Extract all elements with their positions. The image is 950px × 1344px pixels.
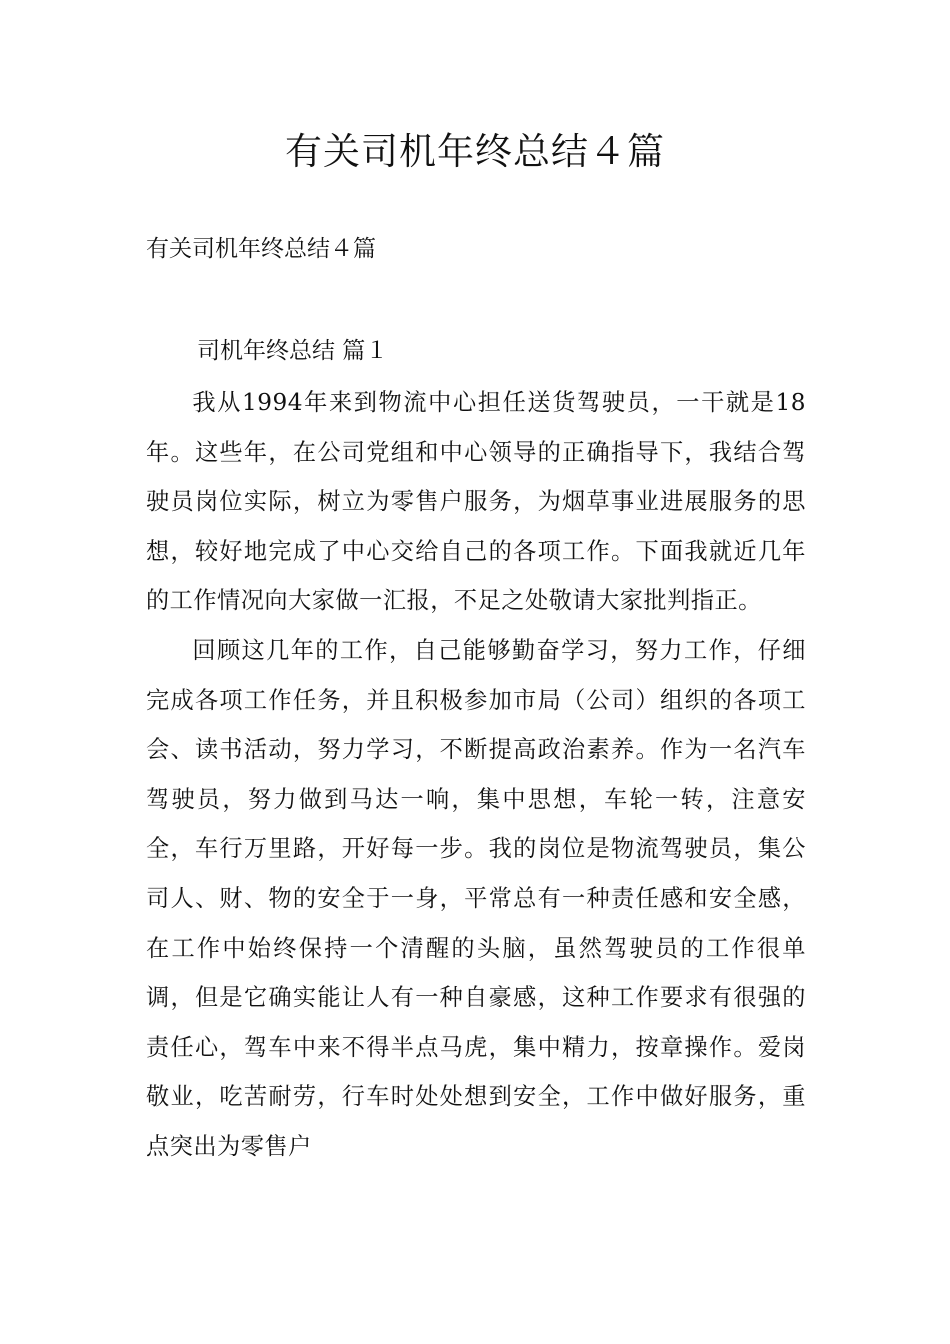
document-subtitle: 有关司机年终总结４篇 bbox=[146, 236, 376, 262]
body-paragraph-1: 我从1994年来到物流中心担任送货驾驶员，一干就是18年。这些年，在公司党组和中心领导的正确指导下，我结合驾驶员岗位实际，树立为零售户服务，为烟草事业进展服务的思想，较好地完成了中心交给自己的各项工作。下面我就近几年的工作情况向大家做一汇报，不足之处敬请大家批判指正。 bbox=[146, 389, 806, 615]
document-title: 有关司机年终总结４篇 bbox=[285, 130, 665, 173]
body-paragraph-2: 回顾这几年的工作，自己能够勤奋学习，努力工作，仔细完成各项工作任务，并且积极参加市局（公司）组织的各项工会、读书活动，努力学习，不断提高政治素养。作为一名汽车驾驶员，努力做到马达一响，集中思想，车轮一转，注意安全，车行万里路，开好每一步。我的岗位是物流驾驶员，集公司人、财、物的安全于一身，平常总有一种责任感和安全感，在工作中始终保持一个清醒的头脑，虽然驾驶员的工作很单调，但是它确实能让人有一种自豪感，这种工作要求有很强的责任心，驾车中来不得半点马虎，集中精力，按章操作。爱岗敬业，吃苦耐劳，行车时处处想到安全，工作中做好服务，重点突出为零售户 bbox=[146, 636, 806, 1160]
section-heading: 司机年终总结 篇１ bbox=[197, 338, 389, 364]
document-body bbox=[146, 378, 806, 1172]
